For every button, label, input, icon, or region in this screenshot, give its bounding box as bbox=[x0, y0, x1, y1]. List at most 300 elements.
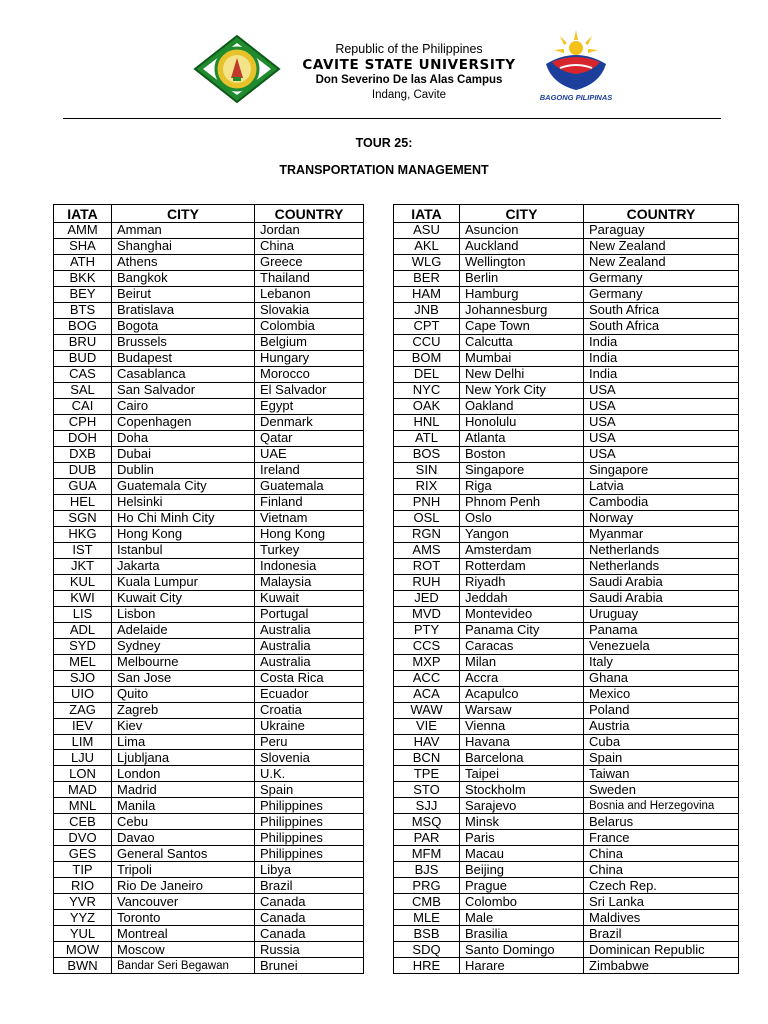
iata-code-cell: GUA bbox=[54, 478, 112, 494]
table-row bbox=[394, 798, 739, 814]
country-cell: Uruguay bbox=[584, 606, 739, 622]
table-row bbox=[394, 286, 739, 302]
iata-code-cell: CCS bbox=[394, 638, 460, 654]
table-row bbox=[54, 830, 364, 846]
table-row bbox=[54, 910, 364, 926]
country-cell: Bosnia and Herzegovina bbox=[584, 798, 739, 814]
city-cell: Istanbul bbox=[112, 542, 255, 558]
country-cell: France bbox=[584, 830, 739, 846]
table-row bbox=[394, 494, 739, 510]
iata-code-cell: BRU bbox=[54, 334, 112, 350]
country-cell: Croatia bbox=[255, 702, 364, 718]
country-cell: China bbox=[255, 238, 364, 254]
country-cell: Philippines bbox=[255, 798, 364, 814]
iata-code-cell: RIX bbox=[394, 478, 460, 494]
country-cell: Ghana bbox=[584, 670, 739, 686]
table-row bbox=[394, 814, 739, 830]
iata-code-cell: MXP bbox=[394, 654, 460, 670]
country-cell: Canada bbox=[255, 910, 364, 926]
iata-table-right bbox=[393, 204, 739, 974]
iata-code-cell: AKL bbox=[394, 238, 460, 254]
iata-code-cell: SJJ bbox=[394, 798, 460, 814]
city-cell: Bogota bbox=[112, 318, 255, 334]
table-row bbox=[394, 862, 739, 878]
city-cell: Prague bbox=[460, 878, 584, 894]
table-row bbox=[394, 750, 739, 766]
country-cell: Slovakia bbox=[255, 302, 364, 318]
column-header-city: CITY bbox=[112, 205, 255, 223]
iata-code-cell: TIP bbox=[54, 862, 112, 878]
tour-number: TOUR 25: bbox=[355, 136, 413, 150]
country-cell: Germany bbox=[584, 270, 739, 286]
table-row bbox=[394, 478, 739, 494]
city-cell: Hong Kong bbox=[112, 526, 255, 542]
country-cell: USA bbox=[584, 430, 739, 446]
iata-code-cell: LIM bbox=[54, 734, 112, 750]
country-cell: Netherlands bbox=[584, 558, 739, 574]
country-cell: Paraguay bbox=[584, 223, 739, 239]
country-cell: Philippines bbox=[255, 830, 364, 846]
city-cell: General Santos bbox=[112, 846, 255, 862]
iata-code-cell: MVD bbox=[394, 606, 460, 622]
country-cell: Myanmar bbox=[584, 526, 739, 542]
bagong-pilipinas-logo-icon bbox=[536, 28, 616, 104]
table-row bbox=[394, 830, 739, 846]
city-cell: Copenhagen bbox=[112, 414, 255, 430]
country-cell: USA bbox=[584, 446, 739, 462]
iata-code-cell: YVR bbox=[54, 894, 112, 910]
column-header-iata: IATA bbox=[54, 205, 112, 223]
iata-code-cell: MFM bbox=[394, 846, 460, 862]
table-row bbox=[54, 446, 364, 462]
iata-code-cell: CPT bbox=[394, 318, 460, 334]
country-cell: Cambodia bbox=[584, 494, 739, 510]
table-row bbox=[394, 894, 739, 910]
course-title: TRANSPORTATION MANAGEMENT bbox=[279, 163, 489, 177]
city-cell: London bbox=[112, 766, 255, 782]
city-cell: Shanghai bbox=[112, 238, 255, 254]
city-cell: Wellington bbox=[460, 254, 584, 270]
city-cell: Athens bbox=[112, 254, 255, 270]
country-cell: Russia bbox=[255, 942, 364, 958]
table-row bbox=[394, 223, 739, 239]
table-row bbox=[394, 782, 739, 798]
iata-code-cell: RIO bbox=[54, 878, 112, 894]
city-cell: Vancouver bbox=[112, 894, 255, 910]
country-cell: Germany bbox=[584, 286, 739, 302]
iata-code-cell: CCU bbox=[394, 334, 460, 350]
city-cell: Manila bbox=[112, 798, 255, 814]
iata-code-cell: AMM bbox=[54, 223, 112, 239]
country-cell: Brunei bbox=[255, 958, 364, 974]
iata-code-cell: HKG bbox=[54, 526, 112, 542]
country-cell: New Zealand bbox=[584, 254, 739, 270]
city-cell: Oslo bbox=[460, 510, 584, 526]
country-cell: Venezuela bbox=[584, 638, 739, 654]
table-row bbox=[54, 878, 364, 894]
iata-code-cell: ACA bbox=[394, 686, 460, 702]
table-row bbox=[54, 414, 364, 430]
country-cell: China bbox=[584, 862, 739, 878]
country-cell: Saudi Arabia bbox=[584, 574, 739, 590]
city-cell: Tripoli bbox=[112, 862, 255, 878]
city-cell: Jakarta bbox=[112, 558, 255, 574]
city-cell: Adelaide bbox=[112, 622, 255, 638]
iata-code-cell: BTS bbox=[54, 302, 112, 318]
table-row bbox=[54, 958, 364, 974]
iata-code-cell: KUL bbox=[54, 574, 112, 590]
country-cell: Canada bbox=[255, 894, 364, 910]
table-row bbox=[394, 238, 739, 254]
bagong-pilipinas-text: BAGONG PILIPINAS bbox=[539, 93, 613, 102]
table-row bbox=[394, 526, 739, 542]
city-cell: Dubai bbox=[112, 446, 255, 462]
city-cell: Amman bbox=[112, 223, 255, 239]
country-cell: Spain bbox=[255, 782, 364, 798]
country-cell: Australia bbox=[255, 638, 364, 654]
city-cell: Montreal bbox=[112, 926, 255, 942]
city-cell: Accra bbox=[460, 670, 584, 686]
city-cell: Stockholm bbox=[460, 782, 584, 798]
iata-code-cell: JNB bbox=[394, 302, 460, 318]
iata-code-cell: DEL bbox=[394, 366, 460, 382]
iata-code-cell: MLE bbox=[394, 910, 460, 926]
country-cell: USA bbox=[584, 382, 739, 398]
city-cell: Sarajevo bbox=[460, 798, 584, 814]
table-row bbox=[394, 558, 739, 574]
country-cell: Poland bbox=[584, 702, 739, 718]
city-cell: Toronto bbox=[112, 910, 255, 926]
iata-code-cell: NYC bbox=[394, 382, 460, 398]
country-cell: Zimbabwe bbox=[584, 958, 739, 974]
iata-code-cell: ATH bbox=[54, 254, 112, 270]
table-row bbox=[394, 446, 739, 462]
table-row bbox=[54, 606, 364, 622]
city-cell: Riyadh bbox=[460, 574, 584, 590]
city-cell: Barcelona bbox=[460, 750, 584, 766]
country-cell: Spain bbox=[584, 750, 739, 766]
table-row bbox=[54, 686, 364, 702]
iata-code-cell: BWN bbox=[54, 958, 112, 974]
iata-code-cell: ACC bbox=[394, 670, 460, 686]
iata-code-cell: BOS bbox=[394, 446, 460, 462]
city-cell: Kuwait City bbox=[112, 590, 255, 606]
country-cell: Hungary bbox=[255, 350, 364, 366]
city-cell: Lisbon bbox=[112, 606, 255, 622]
table-row bbox=[54, 926, 364, 942]
city-cell: Honolulu bbox=[460, 414, 584, 430]
iata-code-cell: LIS bbox=[54, 606, 112, 622]
country-cell: Dominican Republic bbox=[584, 942, 739, 958]
city-cell: New York City bbox=[460, 382, 584, 398]
table-row bbox=[54, 798, 364, 814]
table-row bbox=[54, 638, 364, 654]
table-row bbox=[54, 558, 364, 574]
table-row bbox=[54, 494, 364, 510]
city-cell: Kiev bbox=[112, 718, 255, 734]
iata-code-cell: BCN bbox=[394, 750, 460, 766]
table-row bbox=[54, 846, 364, 862]
table-row bbox=[394, 910, 739, 926]
table-row bbox=[54, 574, 364, 590]
iata-code-cell: MNL bbox=[54, 798, 112, 814]
country-cell: Brazil bbox=[255, 878, 364, 894]
iata-code-cell: AMS bbox=[394, 542, 460, 558]
table-row bbox=[394, 366, 739, 382]
country-cell: U.K. bbox=[255, 766, 364, 782]
iata-code-cell: CAS bbox=[54, 366, 112, 382]
iata-code-cell: DXB bbox=[54, 446, 112, 462]
country-cell: Colombia bbox=[255, 318, 364, 334]
table-row bbox=[394, 574, 739, 590]
iata-code-cell: SIN bbox=[394, 462, 460, 478]
country-cell: Ukraine bbox=[255, 718, 364, 734]
country-cell: Greece bbox=[255, 254, 364, 270]
letterhead bbox=[0, 0, 768, 118]
city-cell: Bratislava bbox=[112, 302, 255, 318]
city-cell: Vienna bbox=[460, 718, 584, 734]
country-cell: USA bbox=[584, 398, 739, 414]
country-cell: Netherlands bbox=[584, 542, 739, 558]
country-cell: Cuba bbox=[584, 734, 739, 750]
republic-line: Republic of the Philippines bbox=[335, 42, 483, 56]
city-cell: Havana bbox=[460, 734, 584, 750]
city-cell: Helsinki bbox=[112, 494, 255, 510]
iata-code-cell: OSL bbox=[394, 510, 460, 526]
iata-code-cell: HAM bbox=[394, 286, 460, 302]
table-row bbox=[54, 366, 364, 382]
table-row bbox=[54, 942, 364, 958]
table-row bbox=[54, 814, 364, 830]
city-cell: Rotterdam bbox=[460, 558, 584, 574]
table-row bbox=[54, 318, 364, 334]
table-row bbox=[394, 350, 739, 366]
iata-code-cell: MAD bbox=[54, 782, 112, 798]
city-cell: Ho Chi Minh City bbox=[112, 510, 255, 526]
iata-code-cell: DVO bbox=[54, 830, 112, 846]
country-cell: Finland bbox=[255, 494, 364, 510]
country-cell: Slovenia bbox=[255, 750, 364, 766]
table-header-row bbox=[394, 205, 739, 223]
iata-code-cell: VIE bbox=[394, 718, 460, 734]
table-row bbox=[394, 590, 739, 606]
city-cell: San Salvador bbox=[112, 382, 255, 398]
country-cell: Qatar bbox=[255, 430, 364, 446]
iata-code-cell: SAL bbox=[54, 382, 112, 398]
iata-code-cell: ASU bbox=[394, 223, 460, 239]
country-cell: Libya bbox=[255, 862, 364, 878]
country-cell: Hong Kong bbox=[255, 526, 364, 542]
iata-code-cell: CPH bbox=[54, 414, 112, 430]
table-row bbox=[54, 590, 364, 606]
iata-code-cell: PAR bbox=[394, 830, 460, 846]
table-row bbox=[394, 686, 739, 702]
table-row bbox=[394, 318, 739, 334]
country-cell: Ireland bbox=[255, 462, 364, 478]
city-cell: New Delhi bbox=[460, 366, 584, 382]
city-cell: Riga bbox=[460, 478, 584, 494]
iata-code-cell: HNL bbox=[394, 414, 460, 430]
city-cell: Calcutta bbox=[460, 334, 584, 350]
table-row bbox=[394, 462, 739, 478]
city-cell: Yangon bbox=[460, 526, 584, 542]
iata-code-cell: CAI bbox=[54, 398, 112, 414]
country-cell: Norway bbox=[584, 510, 739, 526]
iata-code-cell: BEY bbox=[54, 286, 112, 302]
iata-code-cell: HRE bbox=[394, 958, 460, 974]
country-cell: Philippines bbox=[255, 814, 364, 830]
table-row bbox=[394, 846, 739, 862]
table-row bbox=[394, 942, 739, 958]
country-cell: Malaysia bbox=[255, 574, 364, 590]
iata-code-cell: BOM bbox=[394, 350, 460, 366]
city-cell: Budapest bbox=[112, 350, 255, 366]
iata-code-cell: RGN bbox=[394, 526, 460, 542]
city-cell: Cebu bbox=[112, 814, 255, 830]
iata-code-cell: HAV bbox=[394, 734, 460, 750]
country-cell: Portugal bbox=[255, 606, 364, 622]
country-cell: Costa Rica bbox=[255, 670, 364, 686]
city-cell: Berlin bbox=[460, 270, 584, 286]
table-row bbox=[394, 638, 739, 654]
city-cell: Brussels bbox=[112, 334, 255, 350]
country-cell: Turkey bbox=[255, 542, 364, 558]
city-cell: Cape Town bbox=[460, 318, 584, 334]
iata-code-cell: STO bbox=[394, 782, 460, 798]
city-cell: Male bbox=[460, 910, 584, 926]
city-cell: Dublin bbox=[112, 462, 255, 478]
table-row bbox=[54, 398, 364, 414]
city-cell: San Jose bbox=[112, 670, 255, 686]
table-row bbox=[394, 606, 739, 622]
country-cell: South Africa bbox=[584, 318, 739, 334]
table-row bbox=[394, 958, 739, 974]
city-cell: Caracas bbox=[460, 638, 584, 654]
iata-code-cell: JKT bbox=[54, 558, 112, 574]
iata-code-cell: MSQ bbox=[394, 814, 460, 830]
city-cell: Hamburg bbox=[460, 286, 584, 302]
city-cell: Beijing bbox=[460, 862, 584, 878]
country-cell: Mexico bbox=[584, 686, 739, 702]
table-row bbox=[394, 414, 739, 430]
iata-code-cell: SJO bbox=[54, 670, 112, 686]
city-cell: Mumbai bbox=[460, 350, 584, 366]
table-row bbox=[394, 254, 739, 270]
city-cell: Doha bbox=[112, 430, 255, 446]
country-cell: Sri Lanka bbox=[584, 894, 739, 910]
table-row bbox=[54, 350, 364, 366]
city-cell: Amsterdam bbox=[460, 542, 584, 558]
table-row bbox=[54, 894, 364, 910]
iata-code-cell: CMB bbox=[394, 894, 460, 910]
country-cell: Saudi Arabia bbox=[584, 590, 739, 606]
country-cell: Canada bbox=[255, 926, 364, 942]
iata-code-cell: LJU bbox=[54, 750, 112, 766]
table-row bbox=[54, 622, 364, 638]
table-row bbox=[54, 734, 364, 750]
city-cell: Atlanta bbox=[460, 430, 584, 446]
country-cell: Maldives bbox=[584, 910, 739, 926]
table-row bbox=[54, 270, 364, 286]
table-row bbox=[394, 382, 739, 398]
iata-code-cell: UIO bbox=[54, 686, 112, 702]
city-cell: Kuala Lumpur bbox=[112, 574, 255, 590]
iata-code-cell: ROT bbox=[394, 558, 460, 574]
iata-code-cell: PNH bbox=[394, 494, 460, 510]
country-cell: India bbox=[584, 334, 739, 350]
iata-code-cell: SYD bbox=[54, 638, 112, 654]
table-row bbox=[54, 766, 364, 782]
country-cell: South Africa bbox=[584, 302, 739, 318]
iata-code-cell: BJS bbox=[394, 862, 460, 878]
country-cell: Morocco bbox=[255, 366, 364, 382]
city-cell: Boston bbox=[460, 446, 584, 462]
city-cell: Sydney bbox=[112, 638, 255, 654]
city-cell: Davao bbox=[112, 830, 255, 846]
iata-code-cell: BKK bbox=[54, 270, 112, 286]
iata-code-cell: TPE bbox=[394, 766, 460, 782]
table-row bbox=[394, 878, 739, 894]
table-row bbox=[54, 654, 364, 670]
country-cell: USA bbox=[584, 414, 739, 430]
table-row bbox=[54, 286, 364, 302]
iata-code-cell: SHA bbox=[54, 238, 112, 254]
column-header-city: CITY bbox=[460, 205, 584, 223]
country-cell: India bbox=[584, 366, 739, 382]
table-row bbox=[394, 334, 739, 350]
country-cell: India bbox=[584, 350, 739, 366]
table-row bbox=[54, 302, 364, 318]
country-cell: Singapore bbox=[584, 462, 739, 478]
table-row bbox=[54, 462, 364, 478]
table-row bbox=[394, 542, 739, 558]
city-cell: Melbourne bbox=[112, 654, 255, 670]
country-cell: Czech Rep. bbox=[584, 878, 739, 894]
country-cell: Ecuador bbox=[255, 686, 364, 702]
campus-location: Indang, Cavite bbox=[371, 89, 447, 101]
iata-code-cell: SGN bbox=[54, 510, 112, 526]
country-cell: Guatemala bbox=[255, 478, 364, 494]
table-header-row bbox=[54, 205, 364, 223]
country-cell: Italy bbox=[584, 654, 739, 670]
iata-code-cell: ADL bbox=[54, 622, 112, 638]
iata-code-cell: GES bbox=[54, 846, 112, 862]
iata-code-cell: CEB bbox=[54, 814, 112, 830]
table-row bbox=[394, 766, 739, 782]
country-cell: Taiwan bbox=[584, 766, 739, 782]
table-row bbox=[54, 478, 364, 494]
table-row bbox=[54, 223, 364, 239]
table-row bbox=[54, 718, 364, 734]
country-cell: Panama bbox=[584, 622, 739, 638]
table-row bbox=[394, 718, 739, 734]
city-cell: Milan bbox=[460, 654, 584, 670]
city-cell: Ljubljana bbox=[112, 750, 255, 766]
city-cell: Harare bbox=[460, 958, 584, 974]
city-cell: Zagreb bbox=[112, 702, 255, 718]
country-cell: Belarus bbox=[584, 814, 739, 830]
university-name: CAVITE STATE UNIVERSITY bbox=[302, 57, 516, 73]
iata-code-cell: SDQ bbox=[394, 942, 460, 958]
iata-code-cell: BOG bbox=[54, 318, 112, 334]
iata-code-cell: WLG bbox=[394, 254, 460, 270]
table-row bbox=[394, 398, 739, 414]
city-cell: Cairo bbox=[112, 398, 255, 414]
table-row bbox=[394, 302, 739, 318]
table-row bbox=[394, 654, 739, 670]
city-cell: Macau bbox=[460, 846, 584, 862]
city-cell: Moscow bbox=[112, 942, 255, 958]
